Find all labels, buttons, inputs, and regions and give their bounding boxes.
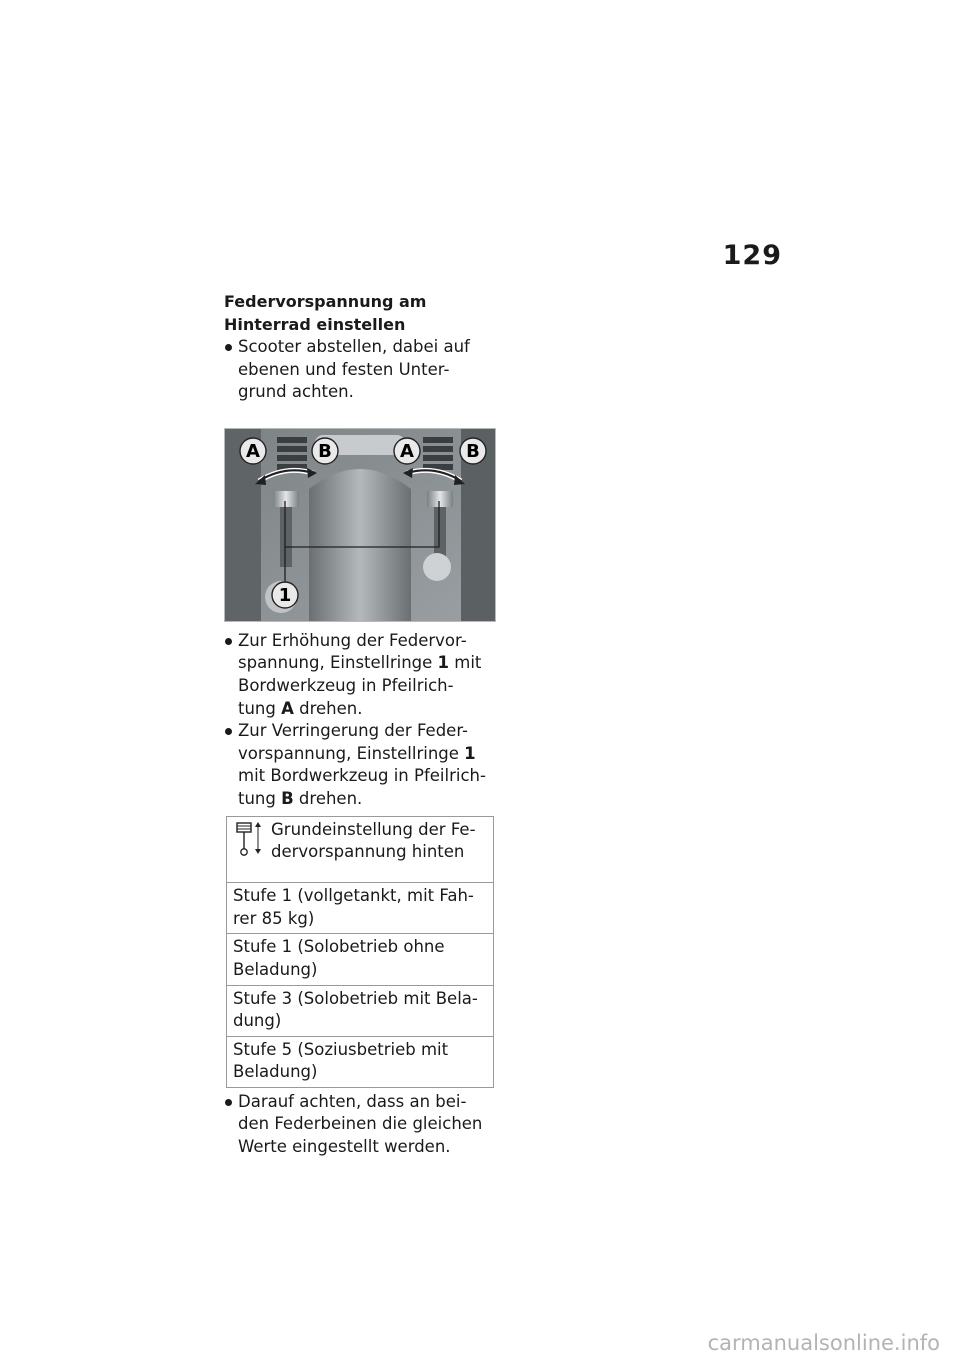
heading-line: Federvorspannung am	[224, 292, 427, 311]
spec-table	[226, 816, 494, 1088]
step-item	[224, 336, 496, 404]
step-text: spannung, Einstellringe	[238, 653, 438, 673]
ref-number: 1	[437, 653, 450, 673]
spring-preload-icon	[233, 819, 271, 866]
step-text: Zur Verringerung der Feder-	[238, 721, 469, 741]
step-text: Werte eingestellt werden.	[238, 1137, 451, 1157]
step-text: vorspannung, Einstellringe	[238, 743, 465, 763]
step-text: drehen.	[293, 788, 363, 808]
shock-absorber-photo-icon	[225, 429, 495, 621]
spec-table-row	[227, 985, 494, 1036]
step-text: Darauf achten, dass an bei-	[238, 1091, 467, 1111]
step-item	[224, 630, 496, 720]
step-text: Bordwerkzeug in Pfeilrich-	[238, 675, 454, 695]
spec-table-row	[227, 1036, 494, 1087]
spec-table-header	[227, 816, 494, 883]
step-text: grund achten.	[238, 382, 354, 402]
step-text: mit Bordwerkzeug in Pfeilrich-	[238, 766, 486, 786]
step-text: ebenen und festen Unter-	[238, 359, 450, 379]
step-text: Zur Erhöhung der Federvor-	[238, 630, 467, 650]
spec-cell-text: Stufe 1 (vollgetankt, mit Fah-	[233, 886, 474, 906]
figure-label-a-right: A	[400, 440, 414, 462]
watermark: carmanualsonline.info	[707, 1331, 940, 1355]
spec-table-row	[227, 883, 494, 934]
bullet-dot-icon	[225, 728, 232, 735]
step-text: den Federbeinen die gleichen	[238, 1114, 483, 1134]
shock-absorber-figure	[224, 428, 496, 622]
step-text: drehen.	[293, 698, 363, 718]
figure-label-b-left: B	[318, 440, 332, 462]
step-text: tung	[238, 788, 282, 808]
spec-header-text: Grundeinstellung der Fe-	[271, 819, 476, 839]
figure-label-a-left: A	[246, 440, 260, 462]
section-heading	[224, 290, 496, 336]
bullet-dot-icon	[225, 344, 232, 351]
spec-cell-text: rer 85 kg)	[233, 908, 315, 928]
bullet-dot-icon	[225, 638, 232, 645]
content-column	[224, 290, 496, 1159]
spec-cell-text: Beladung)	[233, 959, 318, 979]
spec-cell-text: Stufe 1 (Solobetrieb ohne	[233, 937, 445, 957]
ref-number: 1	[464, 743, 476, 763]
spec-header-text: dervorspannung hinten	[271, 842, 465, 862]
spec-cell-text: Stufe 5 (Soziusbetrieb mit	[233, 1039, 449, 1059]
spec-table-row	[227, 934, 494, 985]
figure-label-b-right: B	[466, 440, 480, 462]
figure-callout-1: 1	[278, 584, 292, 606]
page-number: 129	[722, 240, 782, 271]
bullet-dot-icon	[225, 1099, 232, 1106]
ref-letter: B	[281, 788, 294, 808]
step-text: mit	[449, 653, 482, 673]
heading-line: Hinterrad einstellen	[224, 315, 406, 334]
spec-cell-text: Beladung)	[233, 1062, 318, 1082]
step-text: tung	[238, 698, 282, 718]
step-text: Scooter abstellen, dabei auf	[238, 337, 470, 356]
step-item	[224, 720, 496, 810]
ref-letter: A	[281, 698, 294, 718]
spec-cell-text: dung)	[233, 1011, 282, 1031]
step-item	[224, 1091, 496, 1159]
spec-cell-text: Stufe 3 (Solobetrieb mit Bela-	[233, 988, 478, 1008]
